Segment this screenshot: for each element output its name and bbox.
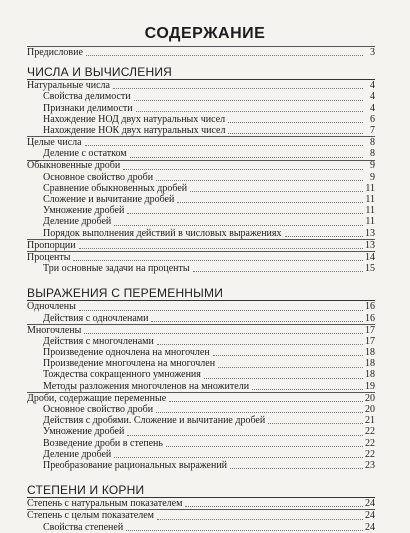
section-heading: ЧИСЛА И ВЫЧИСЛЕНИЯ [27, 65, 375, 80]
table-of-contents [27, 46, 375, 533]
toc-entry-page: 20 [365, 392, 375, 404]
dot-leader [127, 213, 363, 214]
toc-entry[interactable] [27, 228, 375, 239]
toc-entry[interactable] [27, 160, 375, 172]
toc-entry[interactable] [27, 91, 375, 102]
section-heading: ВЫРАЖЕНИЯ С ПЕРЕМЕННЫМИ [27, 286, 375, 301]
toc-entry[interactable] [27, 438, 375, 449]
toc-entry-text: Основное свойство дроби [43, 171, 154, 183]
dot-leader [190, 191, 363, 192]
dot-leader [85, 145, 363, 146]
toc-entry-text: Тождества сокращенного умножения [43, 369, 201, 381]
toc-entry-page: 24 [365, 521, 375, 533]
toc-entry-page: 19 [365, 380, 375, 392]
toc-entry[interactable] [27, 136, 375, 148]
dot-leader [166, 446, 363, 447]
toc-entry-text: Свойства степеней [43, 521, 124, 533]
toc-entry-page: 4 [370, 91, 375, 103]
toc-entry-page: 24 [365, 498, 375, 510]
toc-entry-page: 7 [370, 124, 375, 136]
toc-entry-text: Натуральные числа [27, 80, 110, 92]
toc-entry-text: Преобразование рациональных выражений [43, 459, 228, 471]
toc-entry[interactable] [27, 381, 375, 392]
toc-entry-page: 6 [370, 113, 375, 125]
toc-entry-page: 16 [365, 301, 375, 313]
toc-entry[interactable] [27, 404, 375, 415]
toc-entry-page: 18 [365, 347, 375, 359]
toc-entry-preface[interactable] [27, 46, 375, 58]
dot-leader [134, 100, 363, 101]
toc-entry[interactable] [27, 114, 375, 125]
dot-leader [228, 133, 363, 134]
toc-entry-page: 22 [365, 437, 375, 449]
toc-entry[interactable] [27, 172, 375, 183]
dot-leader [113, 88, 363, 89]
toc-entry[interactable] [27, 205, 375, 216]
toc-entry[interactable] [27, 426, 375, 437]
toc-entry-page: 9 [370, 171, 375, 183]
dot-leader [136, 111, 363, 112]
toc-entry-text: Действия с одночленами [43, 312, 149, 324]
toc-entry-text: Порядок выполнения действий в числовых выражениях [43, 227, 282, 239]
toc-entry-text: Деление дробей [43, 216, 112, 228]
dot-leader [193, 271, 363, 272]
dot-leader [169, 401, 363, 402]
dot-leader [228, 122, 363, 123]
dot-leader [127, 435, 363, 436]
toc-entry-page: 18 [365, 369, 375, 381]
toc-entry-text: Обыкновенные дроби [27, 160, 121, 172]
toc-entry-page: 20 [365, 404, 375, 416]
dot-leader [73, 260, 363, 261]
toc-entry[interactable] [27, 183, 375, 194]
toc-entry-text: Дроби, содержащие переменные [27, 392, 167, 404]
toc-entry-text: Многочлены [27, 324, 82, 336]
toc-entry-text: Действия с дробями. Сложение и вычитание дробей [43, 415, 266, 427]
toc-entry[interactable] [27, 194, 375, 205]
toc-entry[interactable] [27, 216, 375, 227]
toc-entry[interactable] [27, 392, 375, 404]
toc-entry-text: Нахождение НОК двух натуральных чисел [43, 124, 226, 136]
dot-leader [84, 333, 363, 334]
toc-entry[interactable] [27, 80, 375, 91]
dot-leader [252, 389, 363, 390]
dot-leader [123, 169, 363, 170]
toc-entry[interactable] [27, 336, 375, 347]
toc-entry-page: 11 [365, 216, 375, 228]
toc-entry[interactable] [27, 324, 375, 336]
toc-entry[interactable] [27, 498, 375, 509]
toc-entry-text: Возведение дроби в степень [43, 437, 163, 449]
toc-entry-text: Целые числа [27, 137, 82, 149]
toc-entry-page: 8 [370, 137, 375, 149]
toc-entry-text: Степень с целым показателем [27, 510, 155, 522]
dot-leader [213, 355, 363, 356]
toc-entry-text: Методы разложения многочленов на множители [43, 380, 250, 392]
toc-entry-page: 15 [365, 263, 375, 275]
toc-entry[interactable] [27, 358, 375, 369]
toc-entry[interactable] [27, 449, 375, 460]
toc-entry-page: 11 [365, 194, 375, 206]
toc-entry[interactable] [27, 313, 375, 324]
toc-entry-text: Нахождение НОД двух натуральных чисел [43, 113, 226, 125]
toc-entry[interactable] [27, 509, 375, 521]
toc-entry[interactable] [27, 347, 375, 358]
dot-leader [86, 55, 363, 56]
toc-entry-text: Деление с остатком [43, 148, 127, 160]
toc-entry-page: 17 [365, 335, 375, 347]
toc-entry-text: Пропорции [27, 239, 76, 251]
toc-entry-page: 17 [365, 324, 375, 336]
toc-entry-text: Умножение дробей [43, 205, 125, 217]
toc-entry-page: 18 [365, 358, 375, 370]
dot-leader [230, 468, 363, 469]
toc-entry-page: 21 [365, 415, 375, 427]
toc-entry-page: 11 [365, 182, 375, 194]
toc-entry-page: 16 [365, 312, 375, 324]
dot-leader [79, 310, 363, 311]
toc-entry-page: 9 [370, 160, 375, 172]
toc-entry[interactable] [27, 148, 375, 159]
toc-entry-text: Основное свойство дроби [43, 404, 154, 416]
toc-entry[interactable] [27, 370, 375, 381]
dot-leader [157, 519, 363, 520]
toc-entry[interactable] [27, 522, 375, 533]
toc-entry[interactable] [27, 301, 375, 312]
page-title: СОДЕРЖАНИЕ [144, 25, 266, 42]
toc-entry-text: Предисловие [27, 46, 83, 58]
dot-leader [126, 530, 363, 531]
dot-leader [285, 236, 364, 237]
toc-entry-text: Умножение дробей [43, 426, 125, 438]
toc-entry-text: Сложение и вычитание дробей [43, 194, 175, 206]
toc-entry-page: 13 [365, 227, 375, 239]
toc-entry-text: Действия с многочленами [43, 335, 154, 347]
dot-leader [114, 225, 363, 226]
dot-leader [156, 180, 363, 181]
toc-entry-page: 11 [365, 205, 375, 217]
toc-entry[interactable] [27, 239, 375, 251]
toc-entry[interactable] [27, 125, 375, 136]
dot-leader [114, 457, 363, 458]
toc-entry-text: Произведение одночлена на многочлен [43, 347, 210, 359]
toc-entry-page: 4 [370, 102, 375, 114]
dot-leader [157, 344, 363, 345]
toc-entry-text: Признаки делимости [43, 102, 133, 114]
toc-entry[interactable] [27, 460, 375, 471]
dot-leader [130, 157, 363, 158]
toc-entry-page: 14 [365, 251, 375, 263]
toc-entry[interactable] [27, 415, 375, 426]
toc-entry-text: Проценты [27, 251, 71, 263]
toc-entry-page: 13 [365, 239, 375, 251]
dot-leader [151, 321, 363, 322]
dot-leader [79, 248, 363, 249]
toc-entry-page: 4 [370, 80, 375, 92]
dot-leader [268, 423, 363, 424]
toc-entry-page: 22 [365, 448, 375, 460]
toc-entry-text: Степень с натуральным показателем [27, 498, 183, 510]
toc-entry-page: 24 [365, 510, 375, 522]
dot-leader [177, 202, 363, 203]
toc-entry-page: 8 [370, 148, 375, 160]
dot-leader [185, 506, 363, 507]
toc-entry-text: Три основные задачи на проценты [43, 263, 190, 275]
section-heading: СТЕПЕНИ И КОРНИ [27, 483, 375, 498]
toc-entry-text: Одночлены [27, 301, 76, 313]
toc-entry-text: Произведение многочлена на многочлен [43, 358, 216, 370]
toc-entry-text: Деление дробей [43, 448, 112, 460]
toc-entry-text: Сравнение обыкновенных дробей [43, 182, 188, 194]
dot-leader [204, 378, 363, 379]
toc-entry-text: Свойства делимости [43, 91, 131, 103]
toc-entry-page: 22 [365, 426, 375, 438]
dot-leader [218, 367, 363, 368]
toc-entry-page: 23 [365, 459, 375, 471]
toc-entry[interactable] [27, 103, 375, 114]
toc-entry-page: 3 [370, 46, 375, 58]
toc-entry[interactable] [27, 263, 375, 274]
dot-leader [156, 412, 363, 413]
toc-sections [27, 65, 375, 533]
toc-entry[interactable] [27, 251, 375, 263]
